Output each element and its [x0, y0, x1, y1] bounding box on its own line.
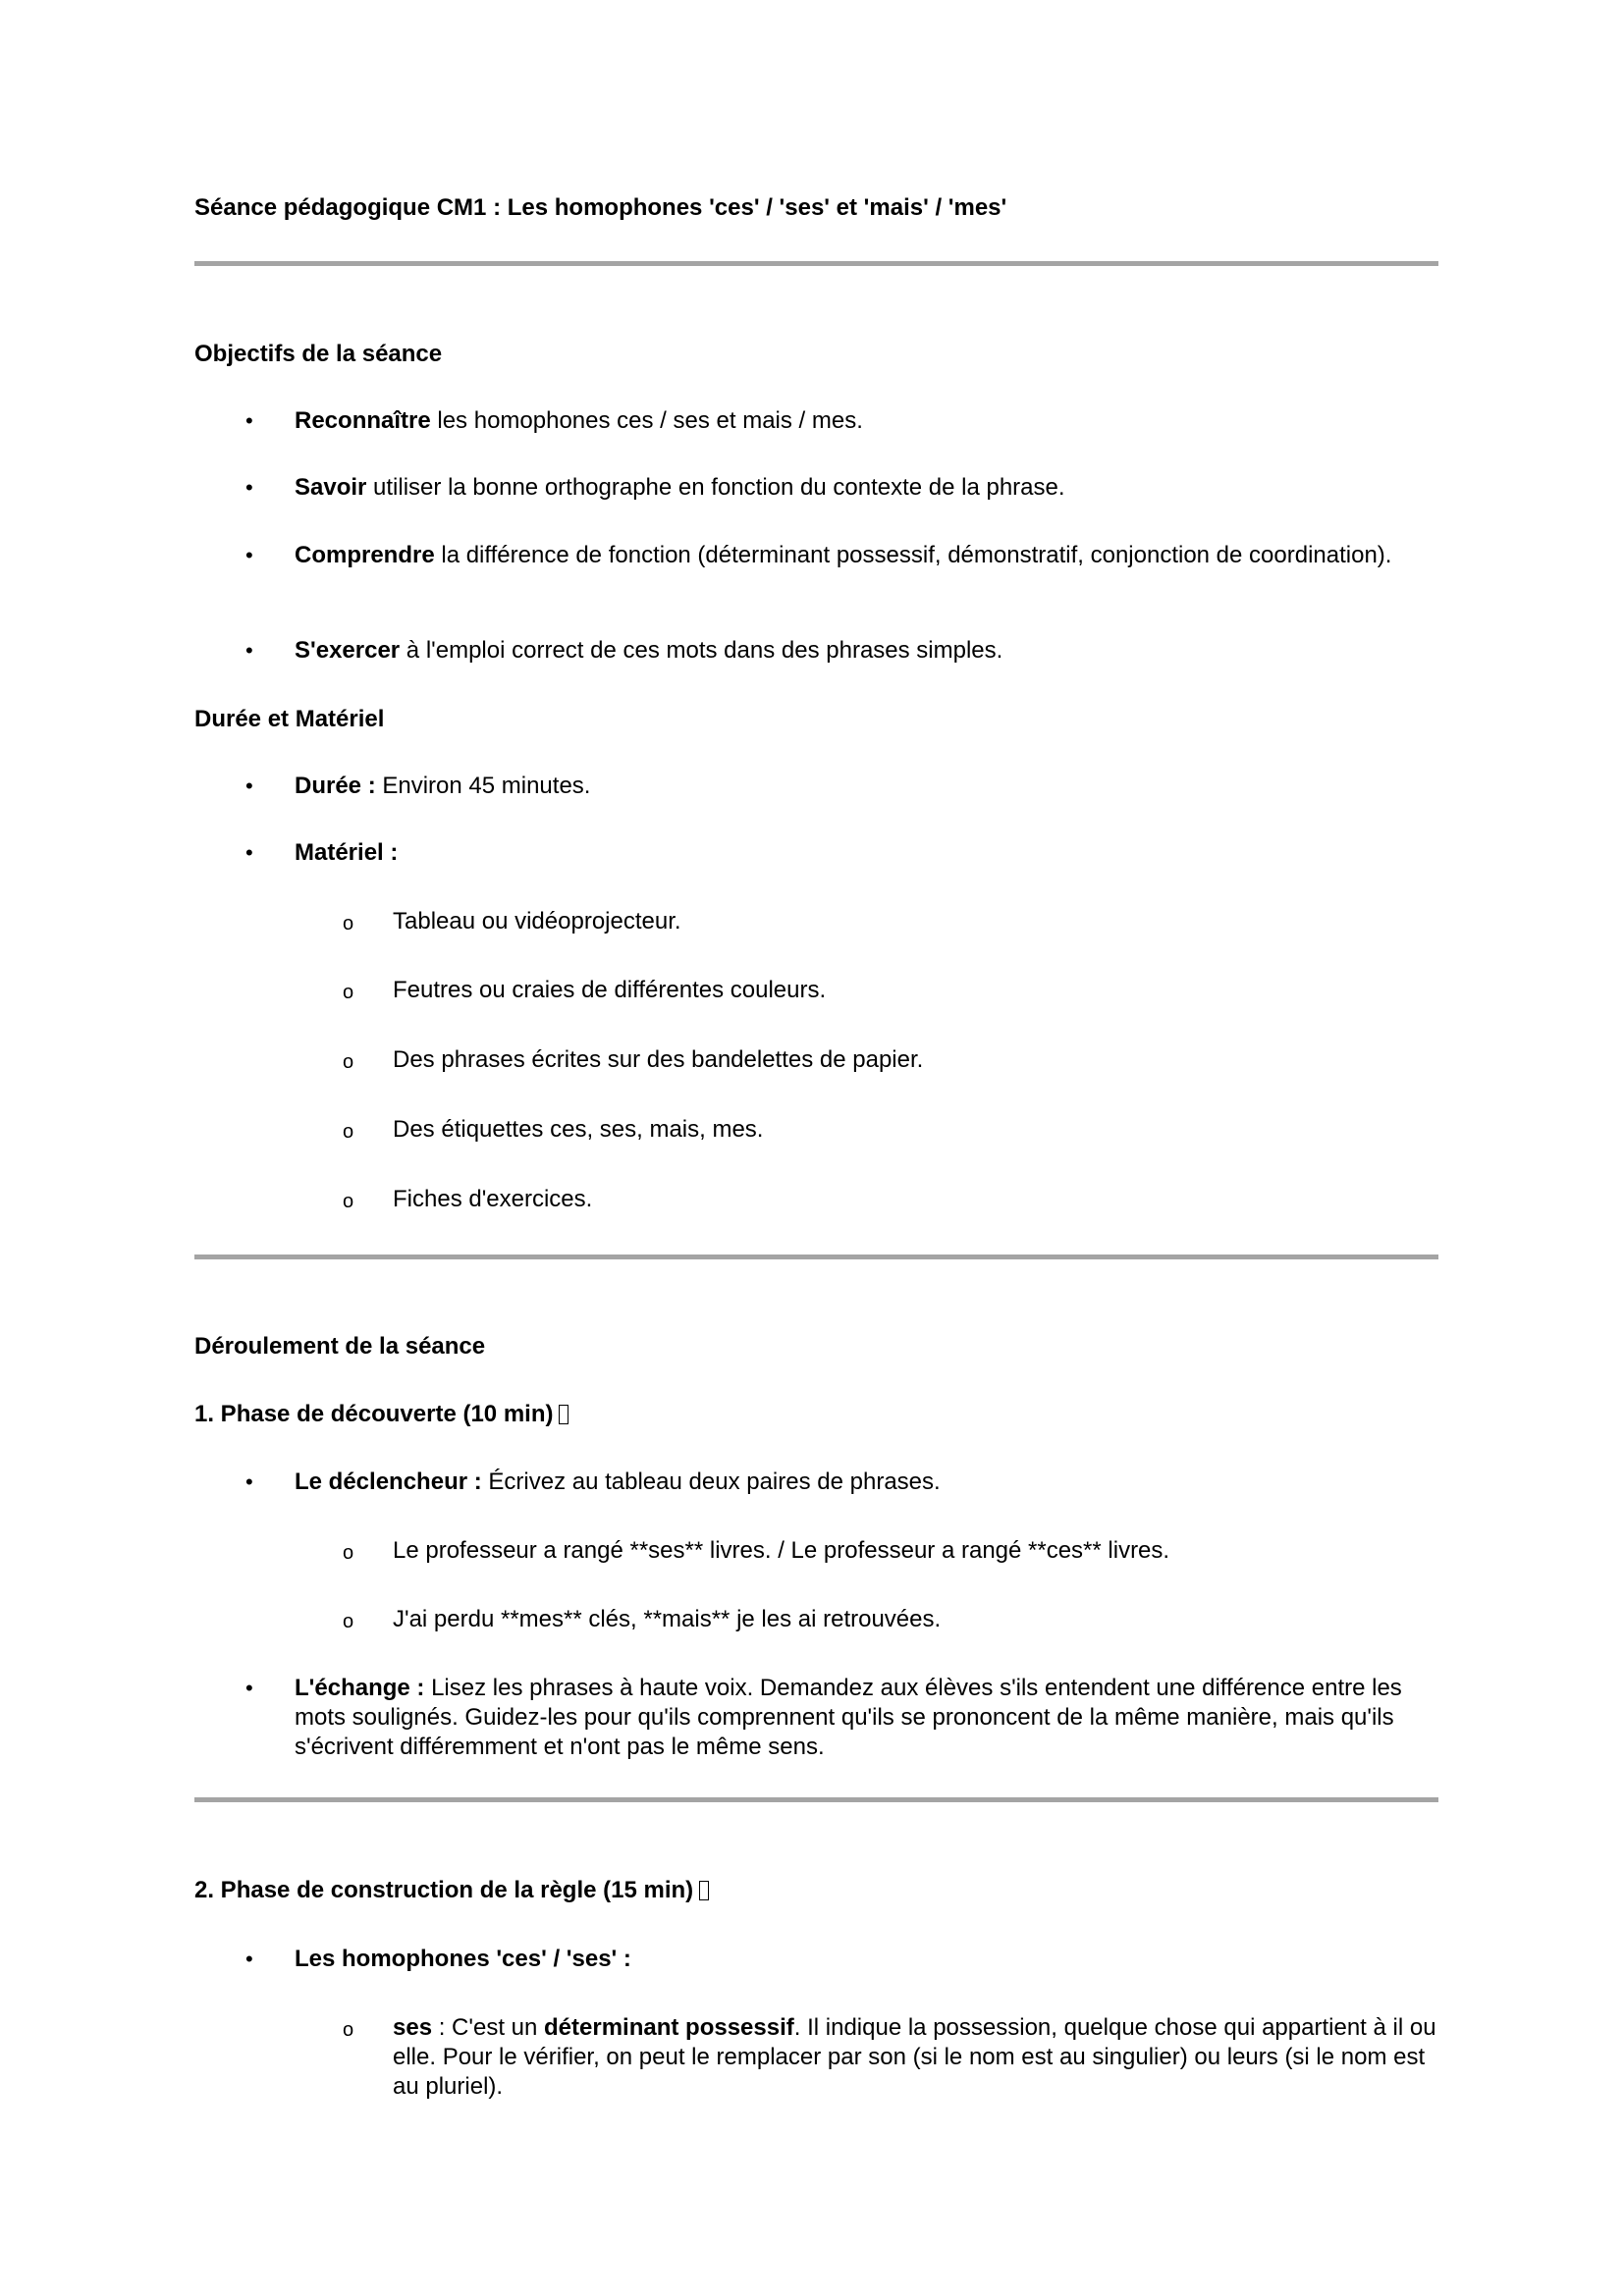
page-title: Séance pédagogique CM1 : Les homophones 'ces' / 'ses' et 'mais' / 'mes': [194, 194, 1007, 221]
sub-list-item: [343, 976, 1441, 1005]
horizontal-rule: [194, 261, 1438, 266]
item-text: Le professeur a rangé **ses** livres. / Le professeur a rangé **ces** livres.: [393, 1537, 1170, 1564]
bullet-icon: •: [245, 1469, 253, 1494]
item-bold: déterminant possessif: [544, 2014, 794, 2041]
sub-list-item: [343, 1045, 1441, 1075]
missing-glyph-icon: [699, 1881, 709, 1900]
list-item-materiel: [245, 838, 1443, 868]
list-item: [245, 473, 1443, 503]
item-bold: Comprendre: [295, 542, 435, 568]
item-text: Écrivez au tableau deux paires de phrases.: [481, 1468, 941, 1495]
sub-bullet-icon: o: [343, 1051, 354, 1073]
list-item: [245, 541, 1443, 570]
list-item-homophones: [245, 1945, 1443, 1974]
bullet-icon: •: [245, 774, 253, 798]
sub-bullet-icon: o: [343, 1611, 354, 1632]
item-text: Tableau ou vidéoprojecteur.: [393, 908, 681, 934]
sub-bullet-icon: o: [343, 913, 354, 934]
horizontal-rule: [194, 1255, 1438, 1259]
item-bold: ses: [393, 2014, 433, 2041]
phase-heading-1: [194, 1400, 568, 1429]
missing-glyph-icon: [559, 1405, 568, 1424]
sub-list-item: [343, 1115, 1441, 1145]
list-item: [245, 406, 1443, 436]
bullet-icon: •: [245, 475, 253, 500]
phase-heading-text: 1. Phase de découverte (10 min): [194, 1401, 554, 1427]
list-item: [245, 636, 1443, 666]
bullet-icon: •: [245, 1947, 253, 1971]
item-bold: Matériel :: [295, 839, 399, 866]
item-text: la différence de fonction (déterminant possessif, démonstratif, conjonction de coordination).: [434, 542, 1392, 568]
sub-list-item: [343, 1605, 1441, 1634]
sub-list-item: [343, 1185, 1441, 1214]
horizontal-rule: [194, 1797, 1438, 1802]
sub-bullet-icon: o: [343, 1121, 354, 1143]
bullet-icon: •: [245, 1676, 253, 1700]
list-item-echange: [245, 1674, 1443, 1762]
item-text: Feutres ou craies de différentes couleurs.: [393, 977, 827, 1003]
phase-heading-2: [194, 1876, 709, 1905]
item-text: J'ai perdu **mes** clés, **mais** je les ai retrouvées.: [393, 1606, 942, 1632]
section-heading-objectifs: Objectifs de la séance: [194, 341, 443, 367]
item-bold: Savoir: [295, 474, 367, 501]
sub-bullet-icon: o: [343, 2019, 354, 2041]
item-text: les homophones ces / ses et mais / mes.: [430, 407, 863, 434]
item-text: à l'emploi correct de ces mots dans des phrases simples.: [400, 637, 1003, 664]
item-bold: S'exercer: [295, 637, 401, 664]
item-text: utiliser la bonne orthographe en fonction du contexte de la phrase.: [366, 474, 1065, 501]
item-text: Fiches d'exercices.: [393, 1186, 593, 1212]
item-bold: Les homophones 'ces' / 'ses' :: [295, 1946, 631, 1972]
bullet-icon: •: [245, 638, 253, 663]
item-bold: Durée :: [295, 773, 376, 799]
sub-bullet-icon: o: [343, 1542, 354, 1564]
item-text: . Il indique la possession, quelque chose qui appartient à il ou elle. Pour le vérifier, on peut le remplacer par son (si le nom est au singulier) ou leurs (si le nom est au pluriel).: [393, 2014, 1436, 2100]
item-bold: Reconnaître: [295, 407, 431, 434]
item-text: Des phrases écrites sur des bandelettes de papier.: [393, 1046, 924, 1073]
item-bold: Le déclencheur :: [295, 1468, 482, 1495]
sub-bullet-icon: o: [343, 982, 354, 1003]
item-text: : C'est un: [432, 2014, 545, 2041]
item-bold: L'échange :: [295, 1675, 425, 1701]
item-text: Lisez les phrases à haute voix. Demandez aux élèves s'ils entendent une différence entre les mots soulignés. Guidez-les pour qu'ils comprennent qu'ils se prononcent de la même manière, mais qu'ils s'écrivent différemment et n'ont pas le même sens.: [295, 1675, 1402, 1760]
section-heading-deroulement: Déroulement de la séance: [194, 1333, 486, 1360]
bullet-icon: •: [245, 408, 253, 433]
section-heading-duree-materiel: Durée et Matériel: [194, 706, 385, 732]
phase-heading-text: 2. Phase de construction de la règle (15 min): [194, 1877, 694, 1903]
list-item-declencheur: [245, 1468, 1443, 1497]
bullet-icon: •: [245, 543, 253, 567]
sub-list-item: [343, 907, 1441, 936]
bullet-icon: •: [245, 840, 253, 865]
list-item-duree: [245, 772, 1443, 801]
sub-list-item: [343, 1536, 1441, 1566]
item-text: Environ 45 minutes.: [375, 773, 591, 799]
item-text: Des étiquettes ces, ses, mais, mes.: [393, 1116, 764, 1143]
sub-list-item-ses: [343, 2013, 1441, 2102]
sub-bullet-icon: o: [343, 1191, 354, 1212]
